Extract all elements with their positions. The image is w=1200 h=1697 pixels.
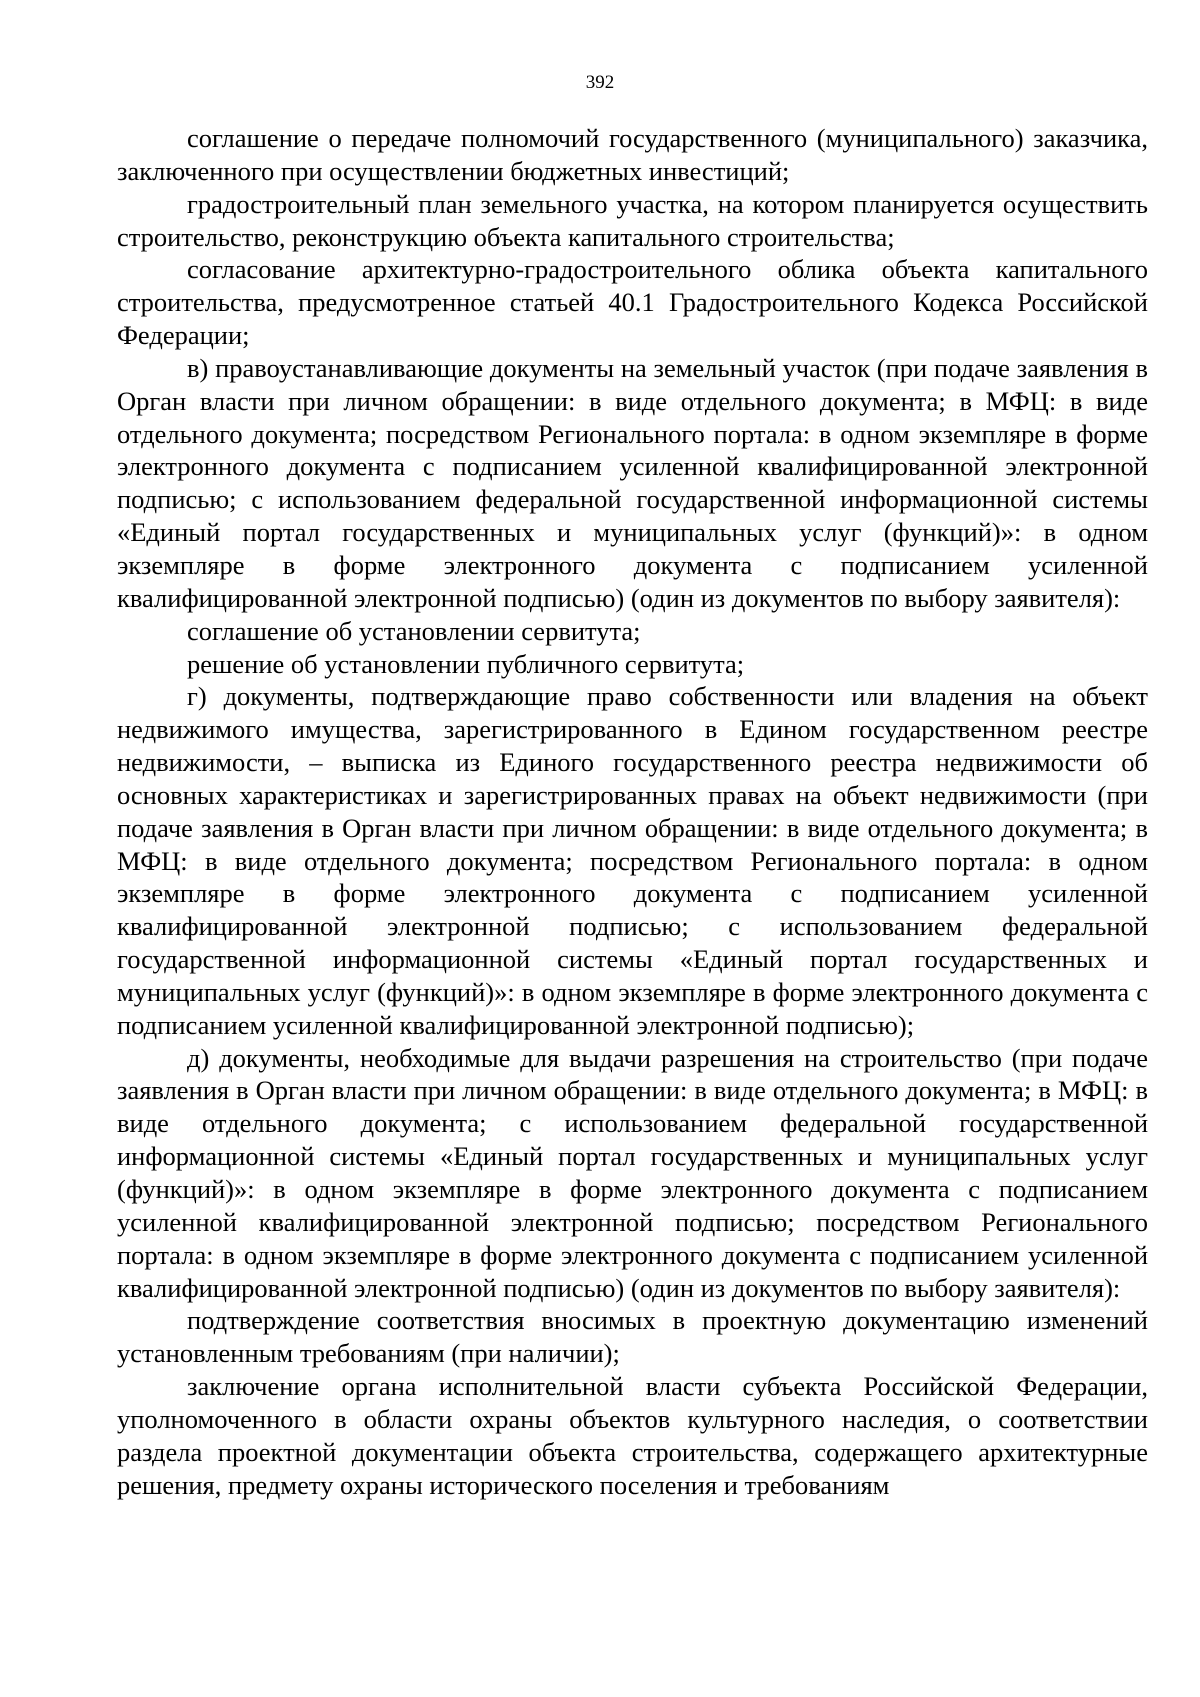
paragraph: заключение органа исполнительной власти субъекта Российской Федерации, уполномоченного в области охраны объектов культурного наследия, о соответствии раздела проектной документации объекта строительства, содержащего архитектурные решения, предмету охраны исторического поселения и требованиям xyxy=(117,1371,1148,1500)
paragraph: г) документы, подтверждающие право собственности или владения на объект недвижимого имущества, зарегистрированного в Едином государственном реестре недвижимости, – выписка из Единого государственного реестра недвижимости об основных характеристиках и зарегистрированных правах на объект недвижимости (при подаче заявления в Орган власти при личном обращении: в виде отдельного документа; в МФЦ: в виде отдельного документа; посредством Регионального портала: в одном экземпляре в форме электронного документа с подписанием усиленной квалифицированной электронной подписью; с использованием федеральной государственной информационной системы «Единый портал государственных и муниципальных услуг (функций)»: в одном экземпляре в форме электронного документа с подписанием усиленной квалифицированной электронной подписью); xyxy=(117,681,1148,1040)
paragraph: градостроительный план земельного участка, на котором планируется осуществить строительство, реконструкцию объекта капитального строительства; xyxy=(117,188,1148,252)
paragraph: подтверждение соответствия вносимых в проектную документацию изменений установленным требованиям (при наличии); xyxy=(117,1305,1148,1369)
document-body xyxy=(117,122,1148,1501)
paragraph: соглашение о передаче полномочий государственного (муниципального) заказчика, заключенного при осуществлении бюджетных инвестиций; xyxy=(117,123,1148,186)
paragraph: д) документы, необходимые для выдачи разрешения на строительство (при подаче заявления в Орган власти при личном обращении: в виде отдельного документа; в МФЦ: в виде отдельного документа; с использованием федеральной государственной информационной системы «Единый портал государственных и муниципальных услуг (функций)»: в одном экземпляре в форме электронного документа с подписанием усиленной квалифицированной электронной подписью; посредством Регионального портала: в одном экземпляре в форме электронного документа с подписанием усиленной квалифицированной электронной подписью) (один из документов по выбору заявителя): xyxy=(117,1042,1148,1303)
paragraph: соглашение об установлении сервитута; xyxy=(187,615,641,646)
paragraph: согласование архитектурно-градостроительного облика объекта капитального строительства, предусмотренное статьей 40.1 Градостроительного Кодекса Российской Федерации; xyxy=(117,254,1148,351)
page-number: 392 xyxy=(585,72,615,93)
paragraph: решение об установлении публичного сервитута; xyxy=(187,648,745,679)
paragraph: в) правоустанавливающие документы на земельный участок (при подаче заявления в Орган власти при личном обращении: в виде отдельного документа; в МФЦ: в виде отдельного документа; посредством Регионального портала: в одном экземпляре в форме электронного документа с подписанием усиленной квалифицированной электронной подписью; с использованием федеральной государственной информационной системы «Единый портал государственных и муниципальных услуг (функций)»: в одном экземпляре в форме электронного документа с подписанием усиленной квалифицированной электронной подписью) (один из документов по выбору заявителя): xyxy=(117,352,1148,613)
